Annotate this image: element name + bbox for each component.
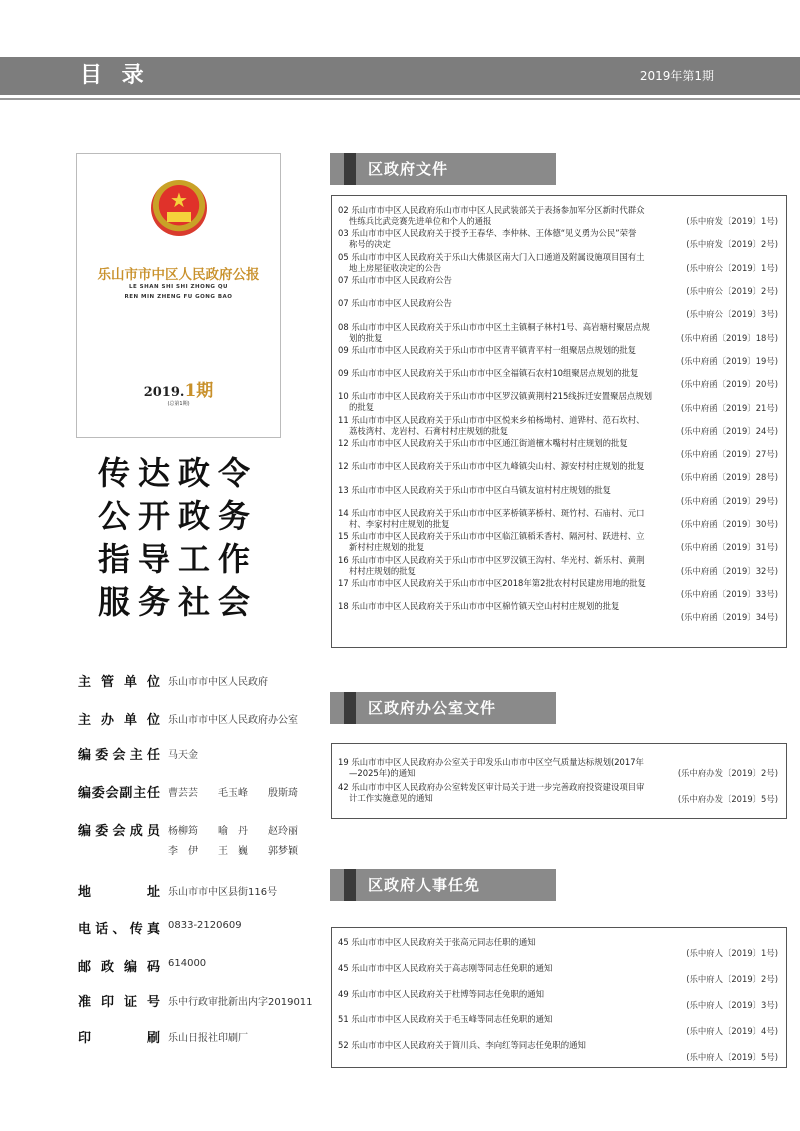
cover-total-issue: (总第1期) [167, 401, 190, 407]
toc-doc-number: (乐中府办发〔2019〕5号) [677, 793, 778, 804]
toc-entry [338, 484, 778, 506]
toc-entry [338, 415, 778, 437]
toc-entry-text: 45 乐山市市中区人民政府关于高志刚等同志任免职的通知 [338, 962, 553, 973]
toc-doc-number: (乐中府公〔2019〕3号) [686, 309, 778, 320]
info-label: 编委会主任 [78, 748, 160, 763]
info-row [78, 709, 338, 729]
toc-entry [338, 601, 778, 623]
section-title: 区政府文件 [368, 160, 449, 178]
info-value: 乐中行政审批新出内字2019011 [168, 997, 313, 1008]
section-title: 区政府办公室文件 [368, 699, 497, 717]
toc-doc-number: (乐中府人〔2019〕4号) [686, 1025, 778, 1036]
slogan-line: 指导工作 [98, 540, 259, 578]
toc-entry [338, 344, 778, 366]
slogan-line: 服务社会 [98, 583, 259, 621]
toc-entry-text: 的批复 [338, 402, 375, 413]
info-row [78, 956, 338, 976]
toc-doc-number: (乐中府函〔2019〕28号) [680, 472, 778, 483]
toc-doc-number: (乐中府公〔2019〕1号) [686, 262, 778, 273]
toc-doc-number: (乐中府人〔2019〕2号) [686, 974, 778, 985]
toc-entry [338, 757, 778, 779]
info-value: 杨柳筠 喻 丹 赵玲丽 [168, 826, 298, 837]
info-label: 电话、传真 [78, 922, 160, 937]
toc-entry-text: 17 乐山市市中区人民政府关于乐山市市中区2018年第2批农村村民建房用地的批复 [338, 577, 646, 588]
toc-entry-text: 计工作实施意见的通知 [338, 793, 433, 804]
toc-entry-text: 08 乐山市市中区人民政府关于乐山市市中区土主镇桐子林村1号、高岩塘村聚居点规 [338, 321, 650, 332]
toc-entry-text: 02 乐山市市中区人民政府乐山市市中区人民武装部关于表扬参加军分区新时代群众 [338, 205, 645, 215]
toc-entry-text: 划的批复 [338, 332, 383, 343]
info-row [78, 744, 338, 764]
issue-label: 2019年第1期 [639, 69, 714, 83]
toc-entry-text: 12 乐山市市中区人民政府关于乐山市市中区通江街道檀木嘴村村庄规划的批复 [338, 438, 628, 448]
toc-doc-number: (乐中府函〔2019〕30号) [680, 519, 778, 530]
toc-entry [338, 782, 778, 804]
toc-entry-text: 49 乐山市市中区人民政府关于杜博等同志任免职的通知 [338, 988, 544, 999]
info-label: 印 刷 [78, 1031, 160, 1046]
toc-doc-number: (乐中府函〔2019〕24号) [680, 425, 778, 436]
cover-issue-number: 1期 [184, 381, 214, 401]
toc-doc-number: (乐中府人〔2019〕3号) [686, 999, 778, 1010]
cover-pinyin-line1: LE SHAN SHI SHI ZHONG QU [128, 284, 228, 290]
toc-doc-number: (乐中府函〔2019〕31号) [680, 542, 778, 553]
toc-entry-text: 地上房屋征收决定的公告 [338, 262, 442, 273]
toc-entry-text: 性练兵比武竞赛先进单位和个人的通报 [338, 216, 492, 226]
toc-entry [338, 368, 778, 390]
toc-entry-text: 42 乐山市市中区人民政府办公室转发区审计局关于进一步完善政府投资建设项目审 [338, 782, 645, 793]
toc-box [331, 743, 787, 819]
section-title: 区政府人事任免 [368, 876, 481, 894]
cover-issue [77, 376, 280, 401]
toc-entry-text: 村、李家村村庄规划的批复 [338, 518, 450, 529]
toc-entry-text: —2025年)的通知 [338, 768, 416, 778]
toc-entry-text: 新村村庄规划的批复 [338, 542, 425, 553]
toc-entry-text: 51 乐山市市中区人民政府关于毛玉峰等同志任免职的通知 [338, 1014, 553, 1025]
info-label: 邮政编码 [78, 960, 160, 975]
toc-entry-text: 03 乐山市市中区人民政府关于授予王春华、李仲林、王体德“见义勇为公民”荣誉 [338, 228, 637, 239]
toc-entry [338, 962, 778, 985]
toc-doc-number: (乐中府函〔2019〕20号) [680, 379, 778, 390]
section-header [330, 692, 556, 724]
toc-doc-number: (乐中府发〔2019〕1号) [686, 216, 778, 227]
info-row [78, 820, 338, 857]
toc-entry [338, 228, 778, 250]
toc-entry-text: 10 乐山市市中区人民政府关于乐山市市中区罗汉镇黄荆村215线拆迁安置聚居点规划 [338, 391, 653, 402]
toc-entry [338, 531, 778, 553]
toc-entry [338, 577, 778, 599]
section-header [330, 153, 556, 185]
toc-entry [338, 274, 778, 297]
info-label: 地 址 [78, 885, 160, 900]
toc-entry-text: 52 乐山市市中区人民政府关于简川兵、李向红等同志任免职的通知 [338, 1040, 586, 1051]
national-emblem-icon: ★ [151, 180, 207, 236]
info-value: 乐山市市中区县街116号 [168, 887, 278, 898]
info-label: 准印证号 [78, 995, 160, 1010]
toc-doc-number: (乐中府函〔2019〕19号) [680, 355, 778, 366]
toc-doc-number: (乐中府函〔2019〕34号) [680, 612, 778, 623]
toc-entry [338, 1040, 778, 1062]
info-value: 马天金 [168, 750, 198, 761]
toc-entry [338, 937, 778, 959]
toc-entry [338, 298, 778, 320]
page-title: 目 录 [80, 63, 150, 88]
toc-entry-text: 07 乐山市市中区人民政府公告 [338, 274, 452, 285]
toc-entry-text: 11 乐山市市中区人民政府关于乐山市市中区悦来乡柏杨坳村、道铧村、范石坎村、 [338, 414, 645, 425]
info-row [78, 991, 338, 1011]
toc-entry [338, 508, 778, 530]
info-label: 编委会副主任 [78, 786, 160, 801]
toc-doc-number: (乐中府函〔2019〕32号) [680, 565, 778, 576]
toc-entry [338, 252, 778, 274]
toc-entry [338, 988, 778, 1010]
info-row [78, 671, 338, 691]
toc-entry [338, 438, 778, 460]
toc-entry [338, 205, 778, 227]
toc-entry-text: 称号的决定 [338, 239, 391, 250]
info-value: 曹芸芸 毛玉峰 殷斯琦 [168, 788, 298, 799]
info-row [78, 918, 338, 938]
info-label: 主办单位 [78, 713, 160, 728]
toc-entry-text: 09 乐山市市中区人民政府关于乐山市市中区全福镇石农村10组聚居点规划的批复 [338, 368, 639, 379]
toc-entry-text: 12 乐山市市中区人民政府关于乐山市市中区九峰镇尖山村、源安村村庄规划的批复 [338, 461, 645, 472]
toc-entry-text: 16 乐山市市中区人民政府关于乐山市市中区罗汉镇王沟村、华光村、新乐村、黄荆 [338, 554, 645, 565]
toc-doc-number: (乐中府函〔2019〕33号) [680, 588, 778, 599]
slogan-line: 公开政务 [98, 497, 259, 535]
info-label: 主管单位 [78, 675, 160, 690]
cover-pinyin-line2: REN MIN ZHENG FU GONG BAO [124, 294, 233, 300]
toc-entry-text: 19 乐山市市中区人民政府办公室关于印发乐山市市中区空气质量达标规划(2017年 [338, 757, 644, 767]
info-value: 乐山市市中区人民政府办公室 [168, 715, 298, 726]
toc-entry [338, 1014, 778, 1036]
toc-box [331, 195, 787, 648]
toc-entry-text: 05 乐山市市中区人民政府关于乐山大佛景区南大门入口通道及附属设施项目国有土 [338, 251, 645, 262]
page-header [0, 57, 800, 95]
toc-entry-text: 村村庄规划的批复 [338, 565, 417, 576]
toc-entry-text: 15 乐山市市中区人民政府关于乐山市市中区临江镇稻禾香村、隔河村、跃进村、立 [338, 531, 645, 542]
toc-entry [338, 322, 778, 344]
toc-entry-text: 18 乐山市市中区人民政府关于乐山市市中区棉竹镇天空山村村庄规划的批复 [338, 601, 620, 612]
toc-doc-number: (乐中府函〔2019〕27号) [680, 449, 778, 460]
slogan-block [98, 452, 258, 624]
toc-entry [338, 391, 778, 413]
info-label: 编委会成员 [78, 824, 160, 839]
toc-doc-number: (乐中府公〔2019〕2号) [686, 286, 778, 297]
toc-entry-text: 13 乐山市市中区人民政府关于乐山市市中区白马镇友谊村村庄规划的批复 [338, 484, 611, 495]
toc-entry [338, 555, 778, 577]
cover-thumbnail [76, 153, 281, 438]
info-row [78, 1027, 338, 1047]
toc-doc-number: (乐中府发〔2019〕2号) [686, 239, 778, 250]
cover-title: 乐山市市中区人民政府公报 [97, 267, 260, 283]
section-header [330, 869, 556, 901]
toc-doc-number: (乐中府函〔2019〕21号) [680, 402, 778, 413]
toc-doc-number: (乐中府人〔2019〕1号) [686, 948, 778, 959]
info-value: 李 伊 王 巍 郭梦颖 [168, 846, 298, 857]
toc-doc-number: (乐中府函〔2019〕18号) [680, 332, 778, 343]
info-value: 乐山日报社印刷厂 [168, 1033, 248, 1044]
toc-doc-number: (乐中府办发〔2019〕2号) [677, 768, 778, 779]
slogan-line: 传达政令 [98, 454, 259, 492]
info-row [78, 881, 338, 901]
toc-entry-text: 07 乐山市市中区人民政府公告 [338, 298, 452, 309]
toc-doc-number: (乐中府人〔2019〕5号) [686, 1051, 778, 1062]
toc-entry-text: 45 乐山市市中区人民政府关于张高元同志任职的通知 [338, 937, 536, 947]
info-value: 614000 [168, 958, 207, 969]
info-row [78, 782, 338, 802]
toc-entry-text: 荔枝湾村、龙岩村、石膏村村庄规划的批复 [338, 425, 509, 436]
toc-entry [338, 461, 778, 483]
toc-entry-text: 14 乐山市市中区人民政府关于乐山市市中区茅桥镇茅桥村、斑竹村、石庙村、元口 [338, 507, 645, 518]
info-value: 0833-2120609 [168, 920, 242, 931]
toc-doc-number: (乐中府函〔2019〕29号) [680, 495, 778, 506]
cover-issue-year: 2019. [143, 385, 185, 400]
info-value: 乐山市市中区人民政府 [168, 677, 268, 688]
header-divider [0, 98, 800, 100]
toc-entry-text: 09 乐山市市中区人民政府关于乐山市市中区青平镇青平村一组聚居点规划的批复 [338, 344, 637, 355]
toc-box [331, 927, 787, 1068]
